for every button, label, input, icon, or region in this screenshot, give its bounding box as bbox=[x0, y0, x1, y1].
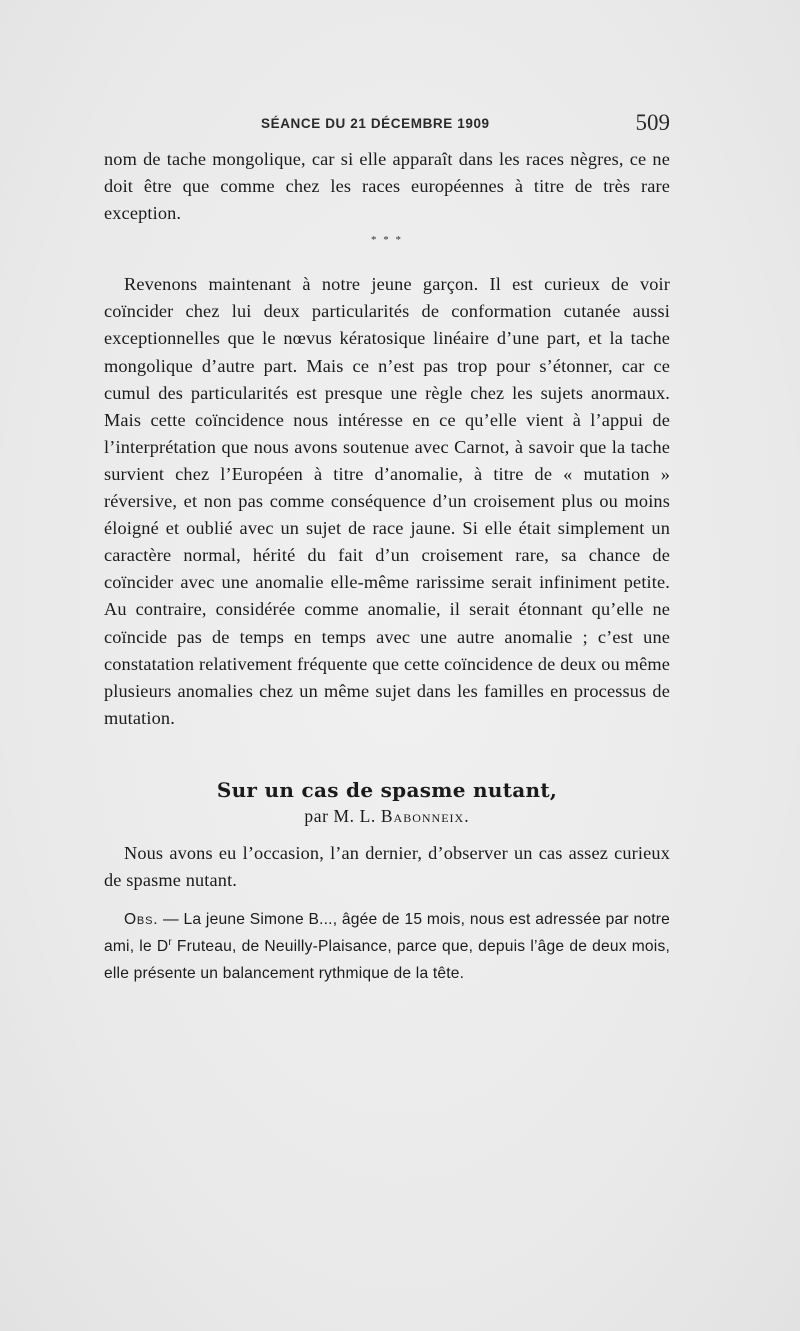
paragraph-discussion: Revenons maintenant à notre jeune garçon. Il est curieux de voir coïncider chez lui deux particularités de conformation cutanée aussi exceptionnelles que le nœvus kératosique linéaire d’une part, et la tache mongolique d’autre part. Mais ce n’est pas trop pour s’étonner, car ce cumul des particularités est presque une règle chez les sujets anormaux. Mais cette coïncidence nous intéresse en ce qu’elle vient à l’appui de l’interprétation que nous avons soutenue avec Carnot, à savoir que la tache survient chez l’Européen à titre d’anomalie, à titre de « mutation » réversive, et non pas comme conséquence d’un croisement plus ou moins éloigné et oublié avec un sujet de race jaune. Si elle était simplement un caractère normal, hérité du fait d’un croisement rare, sa chance de coïncider avec une anomalie elle-même rarissime serait infiniment petite. Au contraire, considérée comme anomalie, il serait étonnant qu’elle ne coïncide pas de temps en temps avec une autre anomalie ; c’est une constatation relativement fréquente que cette coïncidence de deux ou même plusieurs anomalies chez un même sujet dans les familles en processus de mutation. bbox=[104, 274, 670, 728]
paragraph-intro: Nous avons eu l’occasion, l’an dernier, d’observer un cas assez curieux de spasme nutant. bbox=[104, 842, 670, 890]
obs-label: Obs. bbox=[124, 911, 159, 929]
obs-text-2: Fruteau, de Neuilly-Plaisance, parce que, depuis l’âge de deux mois, elle présente un balancement rythmique de la tête. bbox=[104, 938, 670, 983]
page-body bbox=[104, 146, 670, 988]
running-head: SÉANCE DU 21 DÉCEMBRE 1909 bbox=[261, 116, 490, 131]
article-byline bbox=[104, 806, 670, 827]
obs-text-1: — La jeune Simone B..., âgée de 15 mois, nous est adressée par notre ami, le D bbox=[104, 911, 670, 956]
article-title: Sur un cas de spasme nutant, bbox=[216, 777, 558, 802]
page-header bbox=[104, 112, 670, 142]
byline-prefix: par M. L. bbox=[304, 805, 376, 826]
page-number: 509 bbox=[635, 110, 670, 135]
paragraph-continuation: nom de tache mongolique, car si elle apparaît dans les races nègres, ce ne doit être que comme chez les races européennes à titre de très rare exception. bbox=[104, 149, 670, 224]
section-separator: * * * bbox=[371, 234, 403, 247]
obs-superscript: r bbox=[168, 937, 172, 949]
observation-paragraph bbox=[104, 906, 670, 988]
byline-author: Babonneix. bbox=[380, 805, 470, 826]
